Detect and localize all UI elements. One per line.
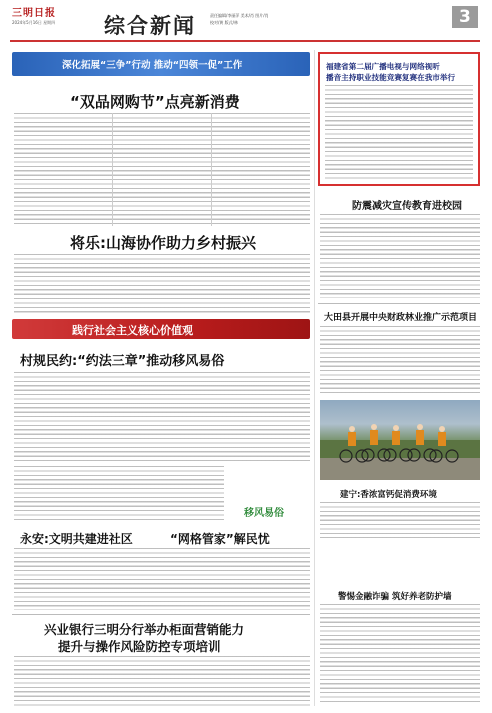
right3-body: [320, 326, 480, 396]
bottom-title-line1: 兴业银行三明分行举办柜面营销能力: [44, 622, 245, 637]
main-divider: [314, 50, 315, 706]
slogan-badge-text: 移风易俗: [244, 508, 284, 519]
bottom-rule: [12, 614, 310, 615]
photo-caption-body: [320, 502, 480, 538]
article3-title: 村规民约:“约法三章”推动移风易俗: [20, 354, 225, 369]
boxed-title-line2: 播音主持职业技能竞赛复赛在我市举行: [326, 73, 456, 82]
article4-body: [14, 548, 310, 610]
article1-title: “双品网购节”点亮新消费: [70, 93, 240, 111]
masthead: [0, 0, 492, 44]
article2-title: 将乐:山海协作助力乡村振兴: [70, 234, 256, 252]
slogan-badge: [230, 500, 310, 522]
masthead-date: 2024年5月16日 星期四: [12, 20, 56, 25]
page-number-badge: [452, 6, 478, 28]
right-rule: [318, 303, 480, 304]
boxed-article: [318, 52, 480, 186]
masthead-rule: [10, 40, 480, 42]
right4-title: 警惕金融诈骗 筑好养老防护墙: [338, 592, 452, 602]
section-title: 综合新闻: [104, 13, 196, 38]
bottom-title-line2: 提升与操作风险防控专项培训: [58, 639, 221, 654]
article4-title-b: “网格管家”解民忧: [170, 532, 270, 546]
right4-body: [320, 604, 480, 704]
mid-banner: [12, 319, 310, 339]
editors-line-2: 校对/黄 版式/林: [210, 20, 238, 25]
article2-body: [14, 254, 310, 314]
cyclists-illustration: [320, 400, 480, 480]
top-banner-text: 深化拓展“三争”行动 推动“四领一促”工作: [62, 60, 243, 71]
top-banner: [12, 52, 310, 76]
article4-title-a: 永安:文明共建进社区: [20, 532, 133, 546]
mid-banner-text: 践行社会主义核心价值观: [72, 324, 193, 337]
right3-title: 大田县开展中央财政林业推广示范项目: [324, 313, 478, 323]
photo-caption-title: 建宁:香浓富钙促消费环境: [340, 490, 437, 500]
masthead-logo: 三明日报: [12, 8, 56, 19]
boxed-title-line1: 福建省第二届广播电视与网络视听: [326, 62, 440, 71]
col-rule: [112, 113, 113, 226]
right2-body: [320, 214, 480, 298]
bottom-body: [14, 656, 310, 706]
col-rule: [211, 113, 212, 226]
editors-line: 责任编辑/李丽萍 美术/肖 图片/肖: [210, 13, 269, 18]
cycling-photo: [320, 400, 480, 480]
article1-body: [14, 113, 310, 226]
boxed-body: [325, 85, 473, 181]
right2-title: 防震减灾宣传教育进校园: [352, 201, 462, 212]
article3-body: [14, 372, 310, 464]
article3-body-cont: [14, 466, 224, 522]
page-number: 3: [459, 7, 471, 27]
